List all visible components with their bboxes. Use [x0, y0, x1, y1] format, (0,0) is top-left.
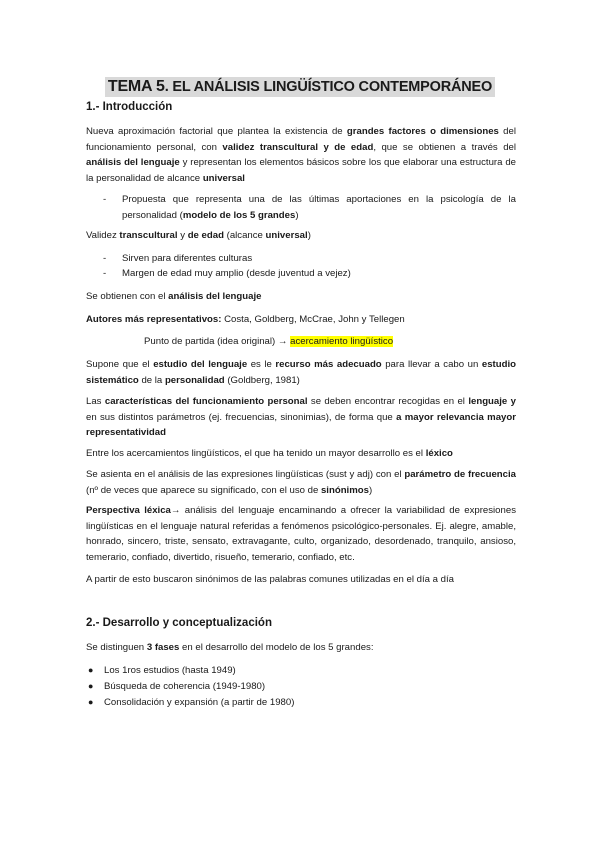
paragraph-fases: Se distinguen 3 fases en el desarrollo del modelo de los 5 grandes: [86, 642, 374, 653]
document-title: TEMA 5. EL ANÁLISIS LINGÜÍSTICO CONTEMPORÁNEO [105, 77, 495, 97]
paragraph-perspectiva-lexica: Perspectiva léxica→ análisis del lenguaje encaminando a ofrecer la variabilidad de expresiones lingüísticas en el lenguaje natural referidas a fenómenos psicológico-personales. Ej. alegre, amable, honrado, sincero, triste, sensato, extravagante, culto, organizado, desordenado, tranquilo, ansioso, temerario, confiado, divertido, risueño, temerario, confiado, etc. [86, 505, 516, 563]
paragraph-supone: Supone que el estudio del lenguaje es le recurso más adecuado para llevar a cabo un estudio sistemático de la personalidad (Goldberg, 1981) [86, 359, 516, 386]
dash-marker: - [103, 253, 107, 264]
section-heading-introduccion: 1.- Introducción [86, 101, 173, 113]
section-heading-desarrollo: 2.- Desarrollo y conceptualización [86, 617, 272, 629]
list-item: Búsqueda de coherencia (1949-1980) [104, 681, 266, 692]
paragraph-asienta: Se asienta en el análisis de las expresiones lingüísticas (sust y adj) con el parámetro de frecuencia (nº de veces que aparece su significado, con el uso de sinónimos) [86, 469, 516, 496]
dash-item-propuesta: Propuesta que representa una de las últimas aportaciones en la psicología de la personalidad (modelo de los 5 grandes) [122, 194, 516, 221]
paragraph-autores: Autores más representativos: Costa, Goldberg, McCrae, John y Tellegen [86, 314, 405, 325]
paragraph-obtienen: Se obtienen con el análisis del lenguaje [86, 291, 262, 302]
paragraph-punto-partida: Punto de partida (idea original) → acercamiento lingüístico [144, 336, 394, 347]
highlighted-text: acercamiento lingüístico [290, 336, 394, 347]
dash-marker: - [103, 194, 107, 205]
bullet-icon: ● [88, 681, 94, 691]
bullet-icon: ● [88, 665, 94, 675]
paragraph-caracteristicas: Las características del funcionamiento personal se deben encontrar recogidas en el lenguaje y en sus distintos parámetros (ej. frecuencias, sinonimias), de forma que a mayor relevancia mayor representatividad [86, 396, 516, 439]
paragraph-intro: Nueva aproximación factorial que plantea la existencia de grandes factores o dimensiones del funcionamiento personal, con validez transcultural y de edad, que se obtienen a través del análisis del lenguaje y representan los elementos básicos sobre los que elaborar una estructura de la personalidad de alcance universal [86, 126, 516, 184]
paragraph-acercamientos: Entre los acercamientos lingüísticos, el que ha tenido un mayor desarrollo es el léxico [86, 448, 453, 459]
dash-item-culturas: Sirven para diferentes culturas [122, 253, 253, 264]
title-container [0, 77, 600, 97]
paragraph-validez: Validez transcultural y de edad (alcance universal) [86, 230, 311, 241]
paragraph-a-partir: A partir de esto buscaron sinónimos de las palabras comunes utilizadas en el día a día [86, 574, 454, 585]
list-item: Los 1ros estudios (hasta 1949) [104, 665, 236, 676]
dash-marker: - [103, 268, 107, 279]
bullet-icon: ● [88, 697, 94, 707]
list-item: Consolidación y expansión (a partir de 1980) [104, 697, 295, 708]
dash-item-edad: Margen de edad muy amplio (desde juventud a vejez) [122, 268, 351, 279]
